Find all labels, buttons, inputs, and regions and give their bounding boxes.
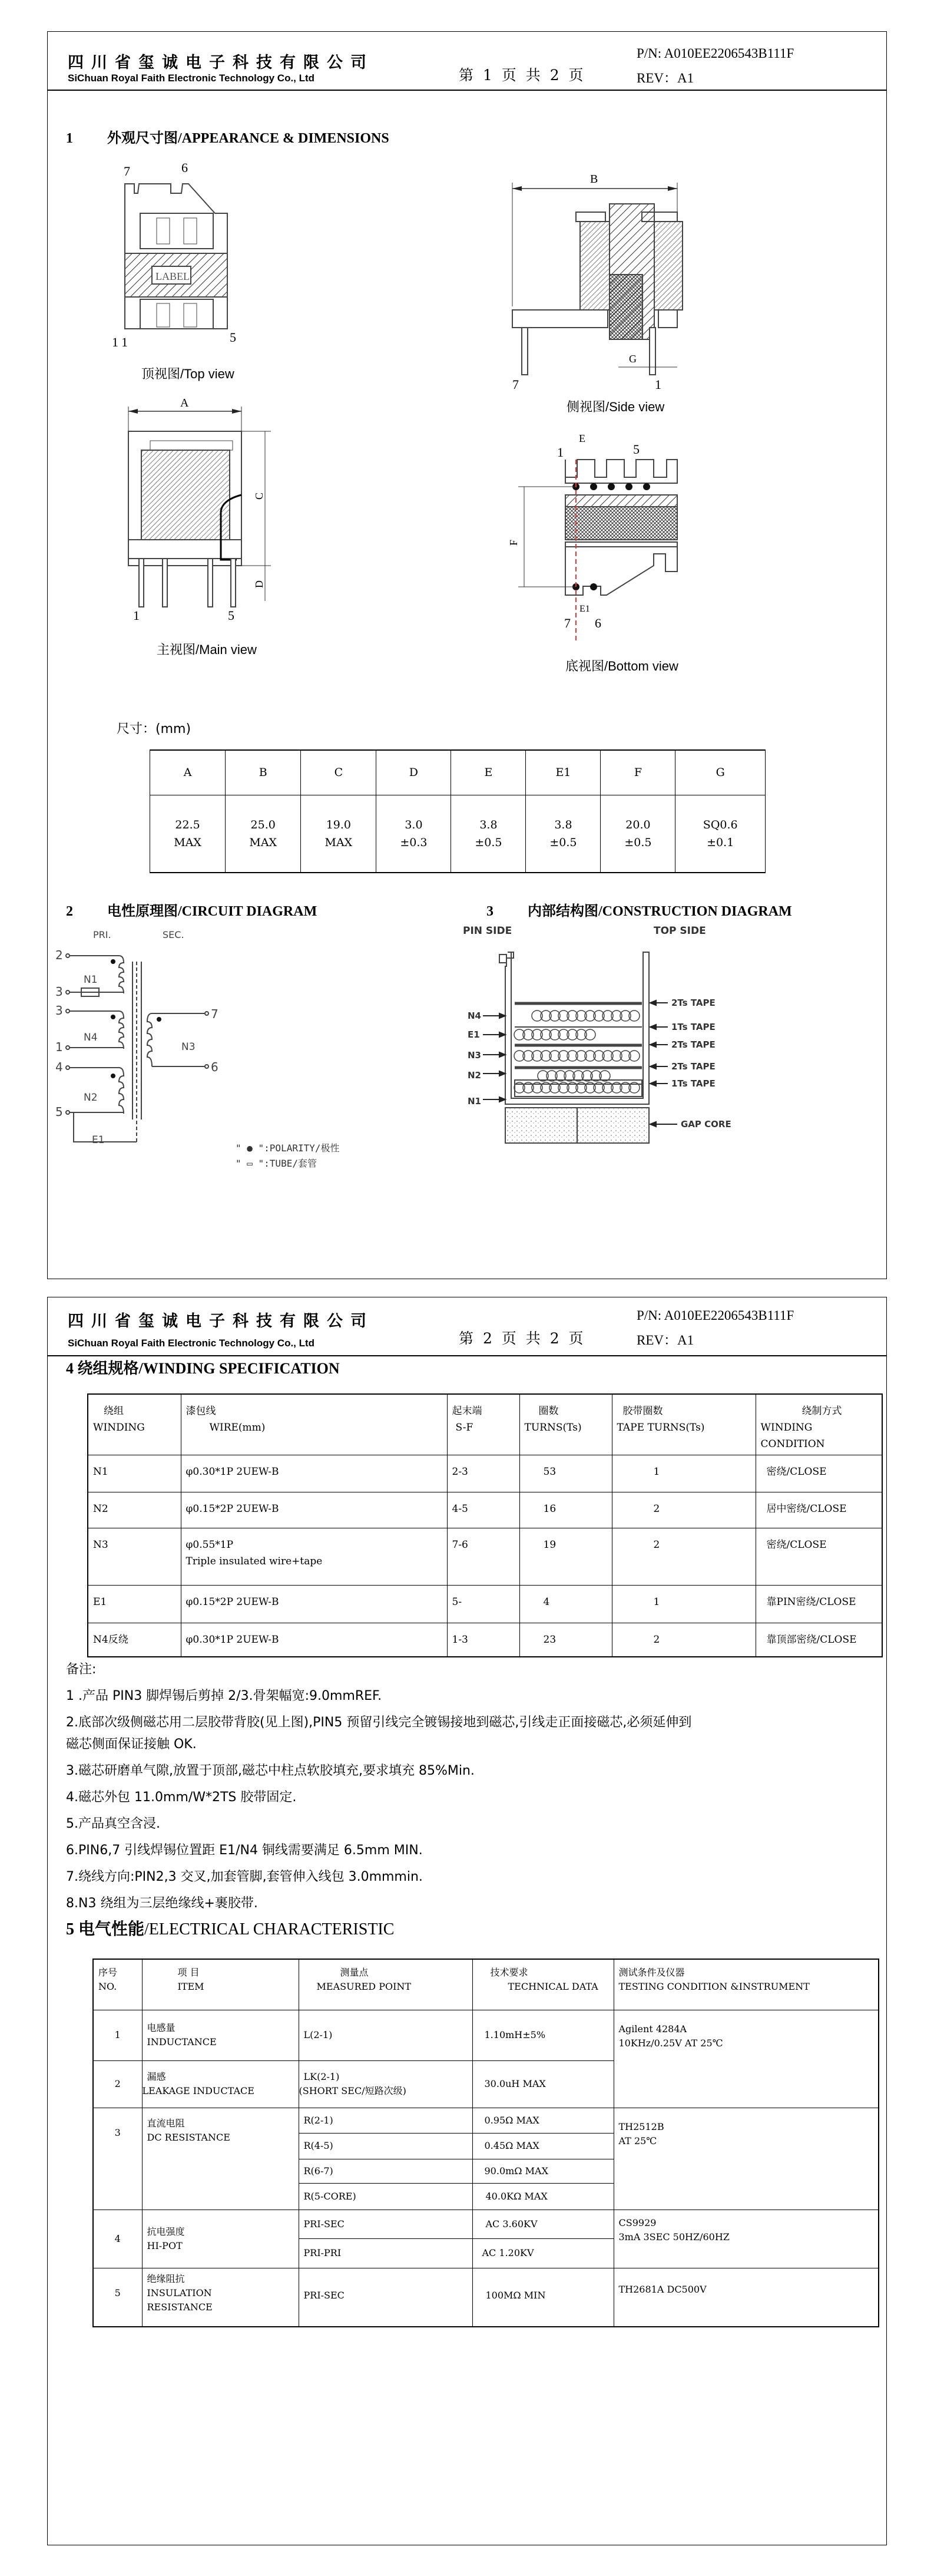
electrical-row-2: 2 漏感 LEAKAGE INDUCTACE LK(2-1) (SHORT SEC/短路次级) 30.0uH MAX	[93, 2060, 879, 2108]
svg-text:C: C	[253, 492, 265, 500]
svg-text:6: 6	[211, 1060, 218, 1074]
section-5-title: 5 电气性能/ELECTRICAL CHARACTERISTIC	[66, 1919, 395, 1938]
svg-text:E1: E1	[468, 1029, 480, 1040]
page-indicator: 第 2 页 共 2 页	[459, 1330, 586, 1347]
electrical-row-4: 4 抗电强度 HI-POT PRI-SEC AC 3.60KV CS9929 3mA 3SEC 50HZ/60HZ	[93, 2210, 879, 2238]
legend-tube: " ▭ ":TUBE/套管	[236, 1158, 317, 1169]
section-3-title: 3 内部结构图/CONSTRUCTION DIAGRAM	[486, 904, 792, 919]
company-name-en: SiChuan Royal Faith Electronic Technology Co., Ltd	[68, 72, 315, 84]
svg-text:F: F	[508, 539, 519, 546]
note-item: 1 .产品 PIN3 脚焊锡后剪掉 2/3.骨架幅宽:9.0mmREF.	[66, 1689, 382, 1703]
electrical-row-5: 5 绝缘阻抗 INSULATION RESISTANCE PRI-SEC 100MΩ MIN TH2681A DC500V	[93, 2268, 879, 2327]
svg-text:6: 6	[181, 160, 188, 175]
svg-text:E1: E1	[579, 604, 590, 614]
svg-text:1: 1	[55, 1040, 63, 1054]
main-view-drawing	[124, 395, 277, 595]
svg-text:7: 7	[211, 1007, 218, 1021]
note-item: 8.N3 绕组为三层绝缘线+裹胶带.	[66, 1896, 258, 1911]
top-view-pin-1: 1	[112, 335, 118, 349]
note-item: 4.磁芯外包 11.0mm/W*2TS 胶带固定.	[66, 1790, 297, 1805]
svg-text:5: 5	[633, 442, 640, 457]
top-view-caption: 顶视图/Top view	[141, 366, 234, 381]
part-number: P/N: A010EE2206543B111F	[637, 46, 794, 61]
svg-text:E1: E1	[92, 1134, 105, 1146]
dimension-table	[150, 749, 766, 873]
pri-label: PRI.	[93, 929, 111, 940]
svg-text:N1: N1	[468, 1096, 481, 1107]
section-4-title: 4 绕组规格/WINDING SPECIFICATION	[66, 1360, 340, 1377]
electrical-header-row: 序号 NO. 项 目 ITEM 测量点 MEASURED POINT 技术要求 TECHNICAL DATA 测试条件及仪器 TESTING CONDITION &INSTRUMENT	[93, 1959, 879, 2010]
winding-row: E1 φ0.15*2P 2UEW-B 5- 4 1 靠PIN密绕/CLOSE	[88, 1585, 882, 1623]
side-view-pin-7: 7	[512, 377, 519, 392]
svg-text:LABEL: LABEL	[155, 270, 190, 282]
pin-label: 7	[124, 164, 130, 179]
company-name-cn: 四川省玺诚电子科技有限公司	[68, 54, 374, 72]
part-number: P/N: A010EE2206543B111F	[637, 1308, 794, 1323]
svg-text:1: 1	[557, 445, 564, 460]
main-view-caption: 主视图/Main view	[157, 642, 257, 657]
svg-text:1Ts TAPE: 1Ts TAPE	[671, 1078, 716, 1089]
winding-row: N4反绕 φ0.30*1P 2UEW-B 1-3 23 2 靠顶部密绕/CLOSE	[88, 1623, 882, 1657]
legend-polarity: " ● ":POLARITY/极性	[236, 1142, 340, 1154]
svg-text:2: 2	[55, 948, 63, 962]
note-item: 3.磁芯研磨单气隙,放置于顶部,磁芯中柱点软胶填充,要求填充 85%Min.	[66, 1763, 475, 1778]
winding-header-row: 绕组 WINDING 漆包线 WIRE(mm) 起末端 S-F 圈数 TURNS(Ts) 胶带圈数 TAPE TURNS(Ts) 绕制方式 WINDING CONDITION	[88, 1394, 882, 1455]
svg-text:4: 4	[55, 1060, 63, 1074]
dimension-unit-label: 尺寸：(mm)	[117, 722, 191, 737]
svg-text:1Ts TAPE: 1Ts TAPE	[671, 1022, 716, 1032]
top-side-label: TOP SIDE	[654, 925, 706, 937]
svg-text:3: 3	[55, 985, 63, 999]
svg-text:GAP CORE: GAP CORE	[681, 1119, 731, 1130]
revision: REV：A1	[637, 71, 694, 85]
electrical-table: 序号 NO. 项 目 ITEM 测量点 MEASURED POINT 技术要求 TECHNICAL DATA 测试条件及仪器 TESTING CONDITION &INSTRUMENT 1 电感量 INDUCTANCE L(2-1) 1.10mH±5% Agilent 4284A 10KHz/0.25V AT 25℃ 2 漏感 LEAKAGE INDUCTACE LK(2-1) (SHORT SEC/短路次级) 30.0uH MAX 3 直流电阻 DC RESISTANCE R(2-1) 0.95Ω MAX TH2512B AT 25℃ R(4-5) 0.45Ω MAX R(6-7) 90.0mΩ MAX R(5-CORE) 40.0KΩ MAX 4 抗电强度 HI-POT PRI-SEC AC 3.60KV CS9929 3mA 3SEC 50HZ/60HZ PRI-PRI AC 1.20KV 5 绝缘阻抗 INSULATION RESISTANCE PRI-SEC 100MΩ MIN TH2681A DC500V	[92, 1959, 879, 2327]
svg-text:D: D	[253, 580, 265, 588]
svg-text:N1: N1	[84, 974, 98, 986]
svg-text:N2: N2	[84, 1092, 98, 1104]
revision: REV：A1	[637, 1333, 694, 1348]
svg-text:7: 7	[564, 616, 571, 630]
electrical-row-1: 1 电感量 INDUCTANCE L(2-1) 1.10mH±5% Agilent 4284A 10KHz/0.25V AT 25℃	[93, 2010, 879, 2060]
bottom-view-drawing	[506, 424, 695, 642]
bottom-view-caption: 底视图/Bottom view	[565, 659, 678, 673]
page-indicator: 第 1 页 共 2 页	[459, 67, 586, 84]
svg-text:2Ts TAPE: 2Ts TAPE	[671, 998, 716, 1008]
page-header	[48, 32, 886, 91]
main-view-pin-1: 1	[133, 608, 140, 623]
dimension-header-row: A B C D E E1 F G	[150, 750, 766, 795]
main-view-pin-5: 5	[228, 608, 234, 623]
sec-label: SEC.	[163, 929, 184, 940]
note-item: 5.产品真空含浸.	[66, 1817, 160, 1831]
svg-text:N3: N3	[181, 1041, 196, 1053]
note-item: 2.底部次级侧磁芯用二层胶带背胶(见上图),PIN5 预留引线完全镀锡接地到磁芯,引线走正面接磁芯,必须延伸到	[66, 1715, 692, 1730]
circuit-diagram	[47, 925, 283, 1161]
side-view-caption: 侧视图/Side view	[567, 399, 665, 414]
note-item: 7.绕线方向:PIN2,3 交叉,加套管脚,套管伸入线包 3.0mmmin.	[66, 1870, 423, 1884]
svg-text:N4: N4	[84, 1032, 98, 1043]
svg-text:1: 1	[121, 335, 128, 349]
svg-text:5: 5	[55, 1105, 63, 1119]
top-view-pin-5: 5	[230, 330, 236, 345]
electrical-row-3: 3 直流电阻 DC RESISTANCE R(2-1) 0.95Ω MAX TH2512B AT 25℃	[93, 2108, 879, 2133]
side-view-drawing	[506, 171, 695, 377]
svg-text:N2: N2	[468, 1070, 481, 1081]
section-1-title: 1 外观尺寸图/APPEARANCE & DIMENSIONS	[66, 131, 389, 146]
winding-row: N2 φ0.15*2P 2UEW-B 4-5 16 2 居中密绕/CLOSE	[88, 1492, 882, 1528]
svg-text:G: G	[629, 353, 637, 365]
top-view-drawing	[118, 159, 236, 349]
svg-text:N3: N3	[468, 1050, 481, 1061]
note-item: 磁芯侧面保证接触 OK.	[66, 1737, 197, 1752]
winding-row: N1 φ0.30*1P 2UEW-B 2-3 53 1 密绕/CLOSE	[88, 1455, 882, 1492]
svg-text:E: E	[579, 432, 585, 444]
note-item: 6.PIN6,7 引线焊锡位置距 E1/N4 铜线需要满足 6.5mm MIN.	[66, 1843, 423, 1858]
company-name-cn: 四川省玺诚电子科技有限公司	[68, 1312, 374, 1330]
winding-row: N3 φ0.55*1P Triple insulated wire+tape 7-6 19 2 密绕/CLOSE	[88, 1528, 882, 1585]
notes-title: 备注:	[66, 1662, 97, 1677]
svg-text:2Ts TAPE: 2Ts TAPE	[671, 1039, 716, 1050]
side-view-pin-1: 1	[655, 377, 661, 392]
pin-side-label: PIN SIDE	[463, 925, 512, 937]
notes-block	[66, 1660, 691, 1913]
dimension-value-row: 22.5 MAX 25.0 MAX 19.0 MAX 3.0 ±0.3 3.8 ±0.5 3.8 ±0.5 20.0 ±0.5 SQ0.6 ±0.1	[150, 795, 766, 873]
section-2-title: 2 电性原理图/CIRCUIT DIAGRAM	[66, 904, 317, 919]
n4-label: N4	[468, 1010, 481, 1021]
svg-text:B: B	[590, 173, 598, 186]
svg-text:6: 6	[595, 616, 601, 630]
svg-text:3: 3	[55, 1003, 63, 1018]
winding-spec-table	[87, 1393, 883, 1657]
svg-text:A: A	[180, 397, 189, 409]
page-header-2	[48, 1297, 886, 1356]
company-name-en: SiChuan Royal Faith Electronic Technology Co., Ltd	[68, 1337, 315, 1349]
construction-diagram	[459, 955, 766, 1167]
svg-text:2Ts TAPE: 2Ts TAPE	[671, 1061, 716, 1072]
